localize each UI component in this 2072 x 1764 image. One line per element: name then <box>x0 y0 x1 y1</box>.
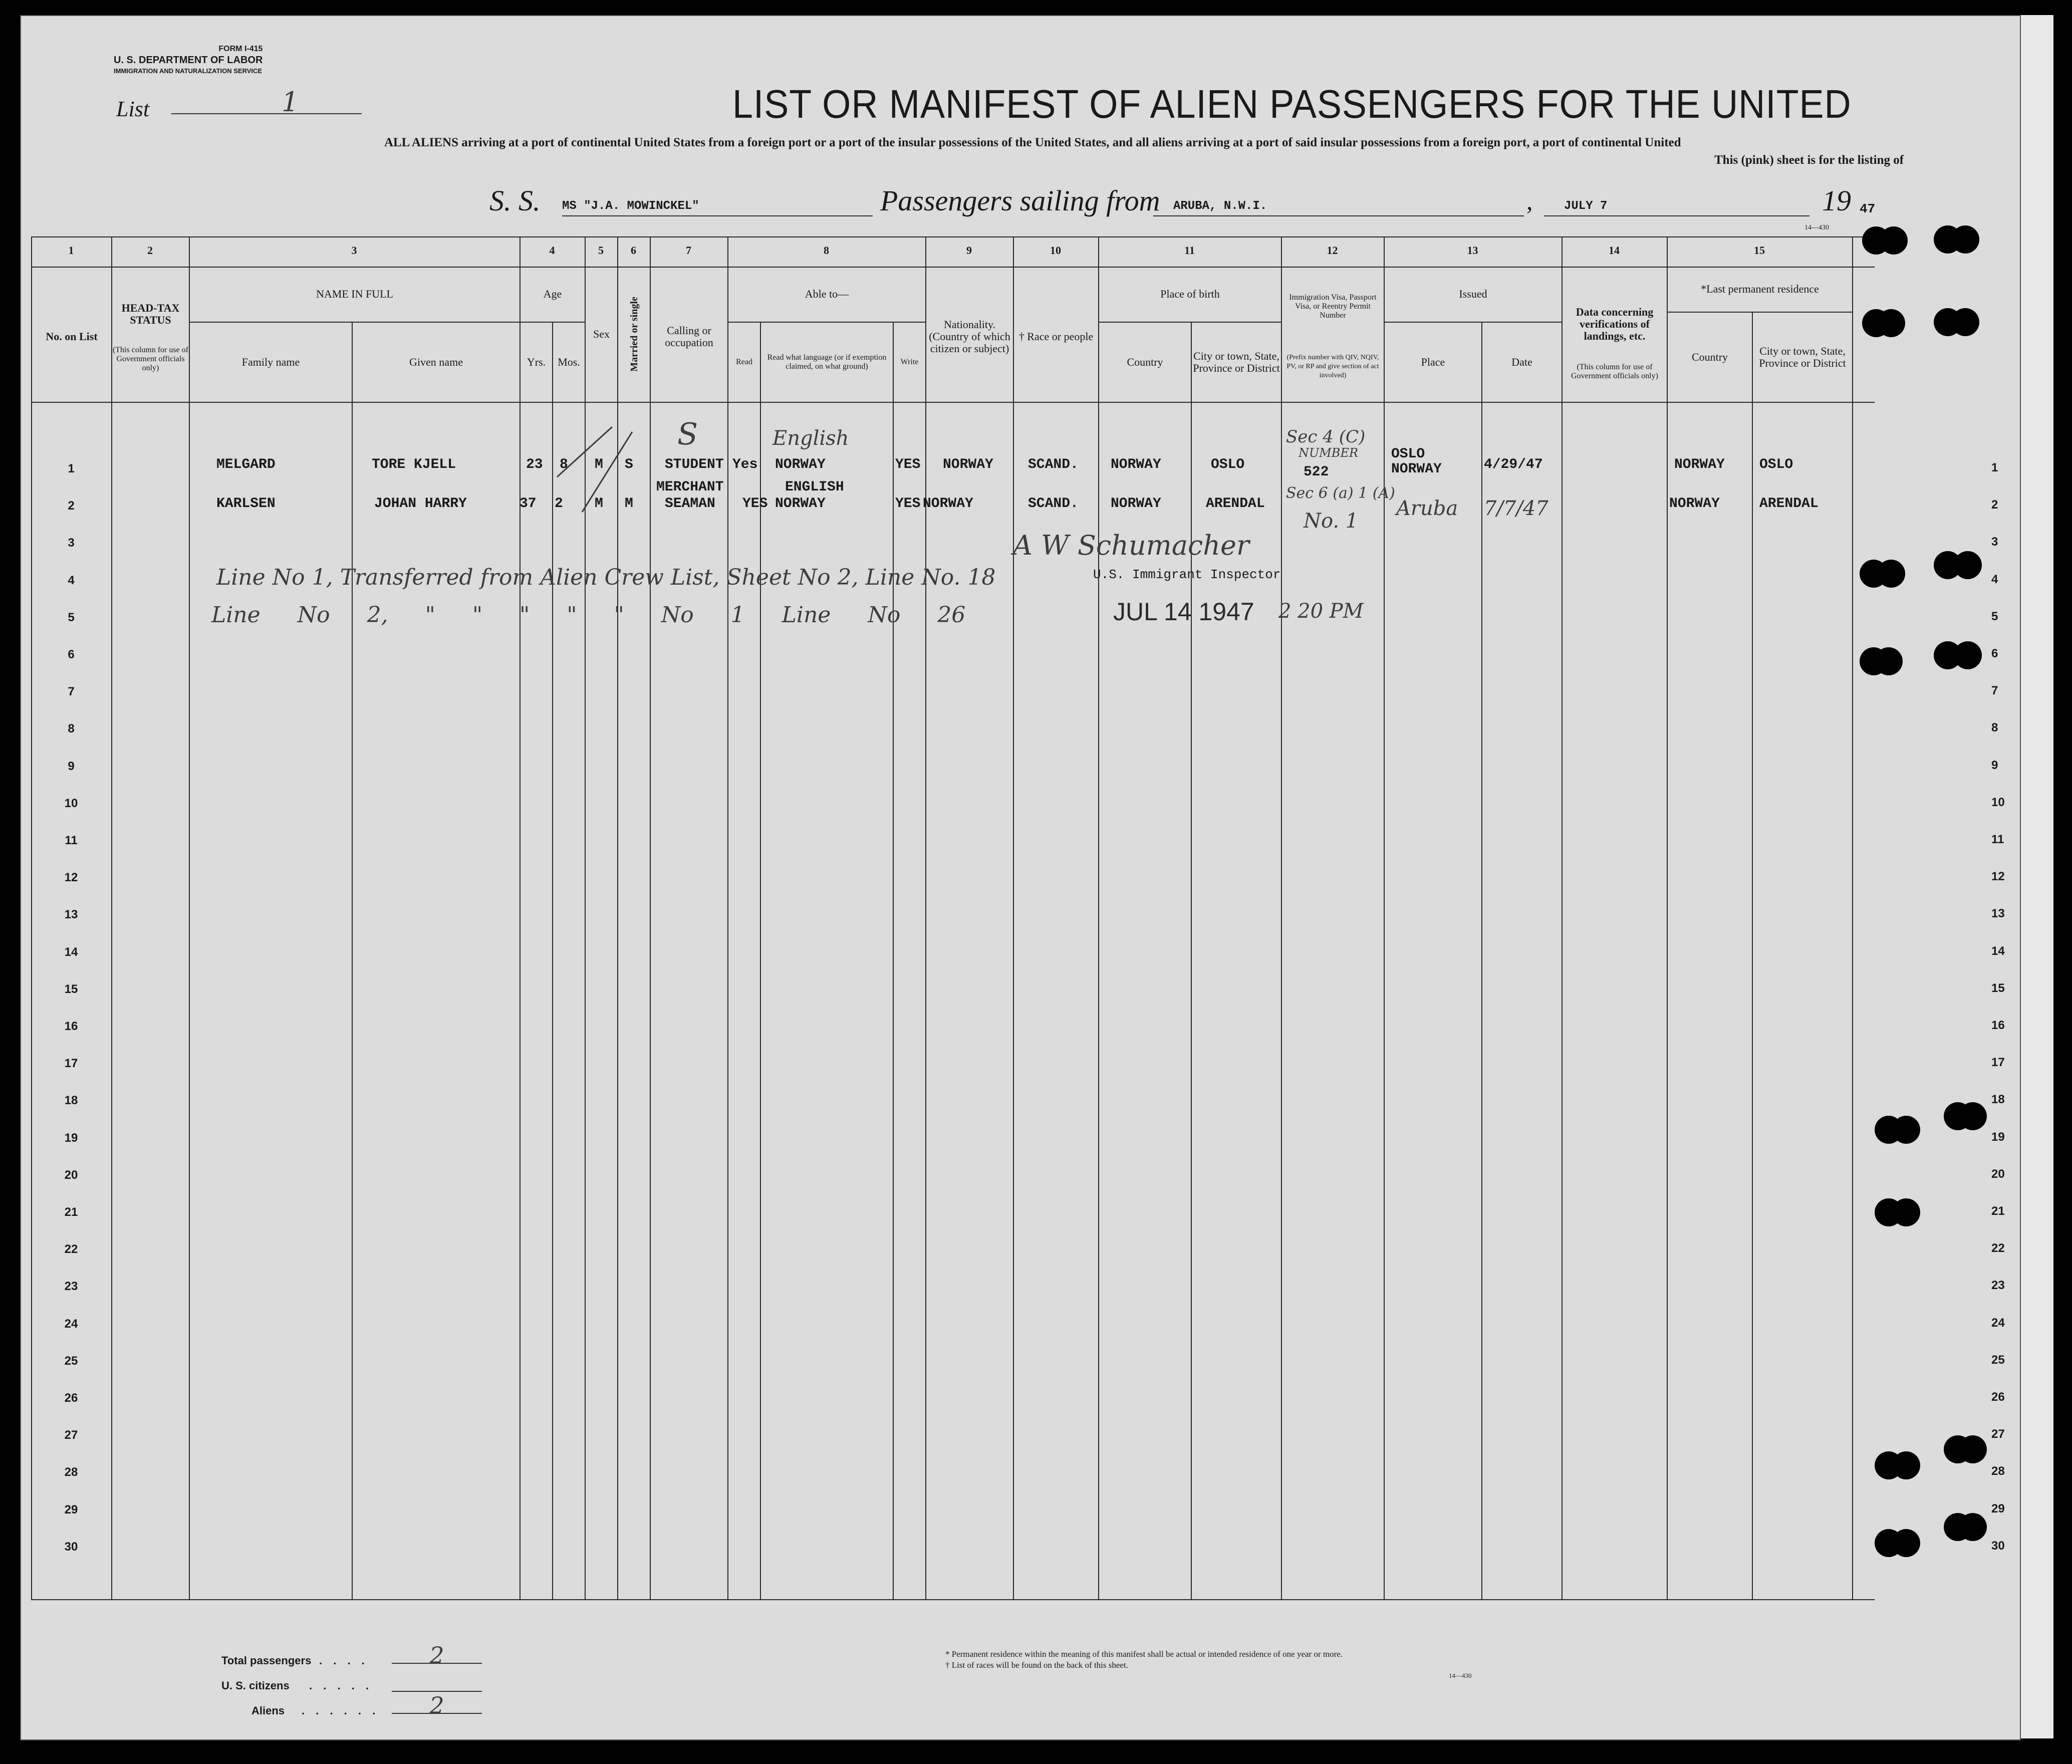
header-nationality: Nationality. (Country of which citizen or subject) <box>929 318 1010 355</box>
row-number-right: 19 <box>1991 1130 2005 1144</box>
passenger-2-res-country: NORWAY <box>1669 496 1720 512</box>
header-visa: Immigration Visa, Passport Visa, or Reentry Permit Number <box>1289 293 1377 320</box>
row-number-right: 3 <box>1991 535 1998 549</box>
row-number-right: 14 <box>1991 944 2005 958</box>
stamp-title: U.S. Immigrant Inspector <box>1093 567 1281 582</box>
row-number: 17 <box>64 1057 78 1070</box>
handwritten-occupation-s: S <box>677 417 698 452</box>
passenger-1-birth-city: OSLO <box>1211 457 1245 472</box>
row-number: 1 <box>68 462 75 475</box>
passenger-1-occupation: STUDENT <box>665 457 724 472</box>
header-mos: Mos. <box>558 356 580 368</box>
column-number: 3 <box>351 244 357 257</box>
row-number: 2 <box>68 499 75 513</box>
column-number: 8 <box>824 244 829 257</box>
handwritten-line-4: Line No 1, Transferred from Alien Crew List, Sheet No 2, Line No. 18 <box>216 565 996 590</box>
handwritten-strikes <box>552 417 642 517</box>
punch-hole <box>1954 641 1982 669</box>
passenger-2-family-name: KARLSEN <box>216 496 276 512</box>
column-number: 5 <box>598 244 604 257</box>
passenger-1-res-country: NORWAY <box>1674 457 1725 472</box>
passenger-2-nationality: NORWAY <box>923 496 973 512</box>
passenger-2-birth-city: ARENDAL <box>1206 496 1265 512</box>
header-head-tax-note: (This column for use of Government officials only) <box>112 346 189 372</box>
ss-label: S. S. <box>489 184 541 217</box>
handwritten-signature: A W Schumacher <box>1013 530 1249 561</box>
row-number-right: 4 <box>1991 573 1998 586</box>
row-number: 11 <box>65 834 78 847</box>
passenger-2-sex: M <box>595 496 603 512</box>
footer-us-citizens-value <box>392 1687 482 1692</box>
handwritten-line-5: Line No 2, " " " " " No 1 Line No 26 <box>211 602 966 628</box>
year-suffix: 47 <box>1860 201 1876 216</box>
row-number: 23 <box>64 1280 78 1293</box>
header-write: Write <box>900 358 919 366</box>
row-number: 24 <box>64 1317 78 1331</box>
passenger-1-married: S <box>625 457 633 472</box>
punch-hole <box>1875 647 1903 675</box>
row-number: 28 <box>64 1465 78 1479</box>
row-number-right: 24 <box>1991 1316 2005 1330</box>
header-res-city: City or town, State, Province or District <box>1759 345 1846 369</box>
manifest-sheet: FORM I-415 U. S. DEPARTMENT OF LABOR IMMIGRATION AND NATURALIZATION SERVICE List 1 LIST OR MANIFEST OF ALIEN PASSENGERS FOR THE UNITED ALL ALIENS arriving at a port of continental United States from a foreign port or a port of the insular possessions of the United States, and all aliens arriving at a port of said insular possessions from a foreign port, a port of continental United This (pink) sheet is for the listing of S. S. MS "J.A. MOWINCKEL" Passengers sailing from ARUBA, N.W.I. , JULY 7 19 47 14—430 1 2 3 4 5 6 7 8 9 10 11 12 13 14 15 No. on List HEAD-TAX STATUS (This column for use of Government officials only) NAME IN FULL Family name Given name Age Yrs. Mos. Sex Married or single Calling or occupation Able to— Read Read what language (or if exemption claimed, on what ground) Write Nationality. (Country of which citizen or subject) † Race or people Place of birth Country City or town, State, Province or District Immigration Visa, Passport Visa, or Reentry Permit Number (Prefix number with QIV, NQIV, PV, or RP and give section of act involved) Issued Place Date Data concerning verifications of landings, etc. (This column for use of Government officials only) *Last permanent residence Country City or town, State, Province or District MELGARD TORE KJELL 23 8 M S STUDENT Yes NORWAY YES NORWAY SCAND. NORWAY OSLO 522 OSLO NORWAY 4/29/47 NORWAY OSLO KARLSEN JOHAN HARRY 37 2 M M MERCHANT SEAMAN YES ENGLISH NORWAY YES NORWAY SCAND. NORWAY ARENDAL NORWAY ARENDAL S English Sec 4 (C) NUMBER Sec 6 (a) 1 (A) No. 1 Aruba 7/7/47 A W Schumacher U.S. Immigrant Inspector JUL 14 1947 2 20 PM Line No 1, Transferred from Alien Crew List, Sheet No 2, Line No. 18 Line No 2, " " " " " No 1 Line No 26 Total passengers . . . . 2 U. S. citizens . . . . . Aliens . . . . . . 2 * Permanent residence within the meaning of this manifest shall be actual or intended residence of one year or more. † List of races will be found on the back of this sheet. 14—430 1 2 3 4 5 6 7 8 9 10 11 12 13 14 15 16 17 18 19 20 21 22 23 24 25 26 27 28 29 30 <box>20 15 2021 1740</box>
column-number: 15 <box>1754 244 1765 257</box>
footer-aliens-label: Aliens <box>251 1704 285 1717</box>
row-number-right: 5 <box>1991 610 1998 623</box>
passenger-2-yrs: 37 <box>520 496 537 512</box>
handwritten-visa-section-2: Sec 6 (a) 1 (A) <box>1286 484 1395 502</box>
punch-hole <box>1892 1116 1920 1144</box>
passenger-2-occupation-1: MERCHANT <box>656 479 724 495</box>
header-read: Read <box>736 358 752 366</box>
passenger-2-read: YES <box>742 496 768 512</box>
row-number-right: 8 <box>1991 721 1998 734</box>
header-age: Age <box>543 288 562 300</box>
row-number: 29 <box>64 1503 78 1517</box>
punch-hole <box>1892 1198 1920 1226</box>
footer-note-1: * Permanent residence within the meaning of this manifest shall be actual or intended residence of one year or more. <box>945 1649 1343 1659</box>
service: IMMIGRATION AND NATURALIZATION SERVICE <box>114 67 263 75</box>
subtitle-1: ALL ALIENS arriving at a port of continental United States from a foreign port or a port of the insular possessions of the United States, and all aliens arriving at a port of said insular possessions from a foreign port, a port of continental United <box>384 136 1681 149</box>
passenger-2-res-city: ARENDAL <box>1759 496 1819 512</box>
footer-note-2: † List of races will be found on the back of this sheet. <box>945 1660 1128 1670</box>
subtitle-2: This (pink) sheet is for the listing of <box>1714 153 1904 167</box>
row-number: 14 <box>64 945 78 959</box>
header-date: Date <box>1511 356 1532 368</box>
row-number-right: 25 <box>1991 1353 2005 1367</box>
row-number-right: 22 <box>1991 1241 2005 1255</box>
header-family-name: Family name <box>241 356 300 368</box>
passenger-1-sex: M <box>595 457 603 472</box>
punch-hole <box>1877 560 1905 588</box>
passenger-2-given-name: JOHAN HARRY <box>374 496 467 512</box>
row-number: 6 <box>68 648 75 661</box>
row-number: 26 <box>64 1391 78 1405</box>
passenger-1-nationality: NORWAY <box>943 457 993 472</box>
row-number-right: 11 <box>1991 833 2004 846</box>
row-number: 16 <box>64 1020 78 1033</box>
row-number-right: 16 <box>1991 1019 2005 1032</box>
row-number-right: 13 <box>1991 907 2005 920</box>
row-number-right: 23 <box>1991 1279 2005 1292</box>
header-issued: Issued <box>1459 288 1487 300</box>
header-able-to: Able to— <box>805 288 849 300</box>
punch-hole <box>1959 1102 1987 1130</box>
passenger-1-family-name: MELGARD <box>216 457 276 472</box>
header-last-residence: *Last permanent residence <box>1701 283 1819 295</box>
row-number: 21 <box>64 1205 78 1219</box>
row-number-right: 29 <box>1991 1502 2005 1516</box>
punch-hole <box>1959 1435 1987 1463</box>
row-number-right: 2 <box>1991 498 1998 512</box>
row-number-right: 27 <box>1991 1427 2005 1441</box>
footer-total-passengers-label: Total passengers <box>221 1654 312 1667</box>
row-number-right: 1 <box>1991 461 1998 474</box>
passenger-1-read: Yes <box>732 457 758 472</box>
footer-code: 14—430 <box>1449 1672 1472 1679</box>
punch-hole <box>1892 1451 1920 1479</box>
row-number-right: 18 <box>1991 1093 2005 1106</box>
row-number: 22 <box>64 1242 78 1256</box>
row-number-right: 6 <box>1991 647 1998 660</box>
column-number: 11 <box>1184 244 1195 257</box>
row-number: 3 <box>68 536 75 550</box>
punch-hole <box>1880 226 1908 255</box>
department: U. S. DEPARTMENT OF LABOR <box>114 55 263 66</box>
passenger-2-birth-country: NORWAY <box>1111 496 1161 512</box>
header-head-tax: HEAD-TAX STATUS <box>121 302 180 326</box>
footer-us-citizens-label: U. S. citizens <box>221 1679 290 1692</box>
row-number-right: 20 <box>1991 1167 2005 1181</box>
handwritten-visa-number-label: NUMBER <box>1299 446 1359 460</box>
date-field <box>1544 196 1809 216</box>
column-number: 9 <box>966 244 972 257</box>
row-number: 19 <box>64 1131 78 1145</box>
row-number: 13 <box>64 908 78 921</box>
column-number: 7 <box>686 244 691 257</box>
row-number-right: 12 <box>1991 870 2005 883</box>
passenger-1-res-city: OSLO <box>1759 457 1793 472</box>
row-number: 8 <box>68 722 75 735</box>
port-field <box>1153 196 1524 216</box>
form-number: FORM I-415 <box>218 45 263 53</box>
handwritten-visa-section: Sec 4 (C) <box>1286 427 1366 447</box>
punch-hole <box>1877 309 1905 337</box>
passenger-1-visa: 522 <box>1304 464 1329 480</box>
row-number: 10 <box>64 797 78 810</box>
row-number-right: 7 <box>1991 684 1998 697</box>
passenger-1-yrs: 23 <box>526 457 543 472</box>
row-number: 12 <box>64 871 78 884</box>
row-number: 4 <box>68 574 75 587</box>
handwritten-aruba: Aruba <box>1396 497 1458 520</box>
header-married-text: Married or single <box>628 297 640 372</box>
sailing-date: JULY 7 <box>1564 199 1608 213</box>
header-yrs: Yrs. <box>527 356 546 368</box>
row-number: 20 <box>64 1168 78 1182</box>
row-number: 9 <box>68 760 75 773</box>
list-number: 1 <box>171 86 362 114</box>
column-number: 10 <box>1050 244 1061 257</box>
row-number-right: 30 <box>1991 1539 2005 1553</box>
row-number-right: 9 <box>1991 759 1998 772</box>
column-number: 13 <box>1467 244 1478 257</box>
punch-hole <box>1951 308 1979 336</box>
punch-hole <box>1954 551 1982 579</box>
list-label: List <box>116 97 150 121</box>
header-given-name: Given name <box>409 356 463 368</box>
column-number: 4 <box>549 244 555 257</box>
sailing-label: Passengers sailing from <box>880 184 1160 217</box>
row-number-right: 17 <box>1991 1056 2005 1069</box>
passenger-2-mos: 2 <box>555 496 563 512</box>
ship-name: MS "J.A. MOWINCKEL" <box>562 199 699 213</box>
stamp-date: JUL 14 1947 <box>1113 598 1254 626</box>
passenger-2-write: YES <box>895 496 921 512</box>
header-race: † Race or people <box>1018 330 1094 343</box>
passenger-1-language: NORWAY <box>775 457 826 472</box>
punch-hole <box>1959 1513 1987 1541</box>
column-number: 14 <box>1609 244 1620 257</box>
header-data-note: (This column for use of Government officials only) <box>1571 363 1658 380</box>
header-place-of-birth: Place of birth <box>1160 288 1220 300</box>
passenger-2-occupation-2: SEAMAN <box>665 496 715 512</box>
header-country: Country <box>1127 356 1163 368</box>
header-place: Place <box>1421 356 1445 368</box>
punch-hole <box>1892 1529 1920 1557</box>
passenger-1-given-name: TORE KJELL <box>372 457 456 472</box>
handwritten-stamp-time: 2 20 PM <box>1278 600 1364 623</box>
punch-hole <box>1951 225 1979 254</box>
passenger-1-mos: 8 <box>560 457 568 472</box>
header-sex: Sex <box>593 328 610 340</box>
page-title: LIST OR MANIFEST OF ALIEN PASSENGERS FOR THE UNITED <box>732 82 1852 126</box>
row-number: 30 <box>64 1540 78 1554</box>
small-code: 14—430 <box>1804 224 1829 231</box>
row-number: 18 <box>64 1094 78 1107</box>
row-number-right: 26 <box>1991 1390 2005 1404</box>
header-res-country: Country <box>1691 351 1728 363</box>
passenger-1-race: SCAND. <box>1028 457 1079 472</box>
row-number: 15 <box>64 982 78 996</box>
passenger-2-married: M <box>625 496 633 512</box>
header-data-concerning: Data concerning verifications of landings, etc. <box>1576 306 1654 342</box>
footer-total-passengers-value: 2 <box>392 1642 482 1664</box>
passenger-2-language-2: NORWAY <box>775 496 826 512</box>
port-name: ARUBA, N.W.I. <box>1173 199 1267 213</box>
ship-name-field <box>562 196 873 216</box>
form-header <box>114 44 263 77</box>
row-number: 7 <box>68 685 75 698</box>
row-number: 27 <box>64 1428 78 1442</box>
header-city: City or town, State, Province or District <box>1193 350 1280 374</box>
handwritten-visa-no1: No. 1 <box>1304 510 1359 533</box>
header-name-in-full: NAME IN FULL <box>316 288 393 300</box>
header-read-lang: Read what language (or if exemption claimed, on what ground) <box>767 353 887 371</box>
row-number: 25 <box>64 1354 78 1368</box>
column-number: 12 <box>1327 244 1338 257</box>
row-number: 5 <box>68 611 75 624</box>
handwritten-english: English <box>772 427 849 450</box>
footer-aliens-value: 2 <box>392 1692 482 1714</box>
handwritten-date: 7/7/47 <box>1484 497 1548 520</box>
row-number-right: 28 <box>1991 1464 2005 1478</box>
header-visa-note: (Prefix number with QIV, NQIV, PV, or RP and give section of act involved) <box>1286 354 1379 379</box>
header-no-on-list: No. on List <box>46 330 98 343</box>
passenger-1-issued-place: OSLO NORWAY <box>1391 446 1442 477</box>
column-number: 2 <box>147 244 153 257</box>
column-number: 1 <box>68 244 74 257</box>
passenger-2-language-1: ENGLISH <box>785 479 844 495</box>
row-number-right: 21 <box>1991 1204 2005 1218</box>
passenger-1-write: YES <box>895 457 921 472</box>
year-prefix: 19 <box>1822 184 1851 217</box>
column-number: 6 <box>631 244 636 257</box>
passenger-1-issued-date: 4/29/47 <box>1484 457 1543 472</box>
row-number-right: 10 <box>1991 796 2005 809</box>
row-number-right: 15 <box>1991 981 2005 995</box>
passenger-1-birth-country: NORWAY <box>1111 457 1161 472</box>
header-calling: Calling or occupation <box>665 324 713 349</box>
passenger-2-race: SCAND. <box>1028 496 1079 512</box>
header-married <box>618 267 650 402</box>
